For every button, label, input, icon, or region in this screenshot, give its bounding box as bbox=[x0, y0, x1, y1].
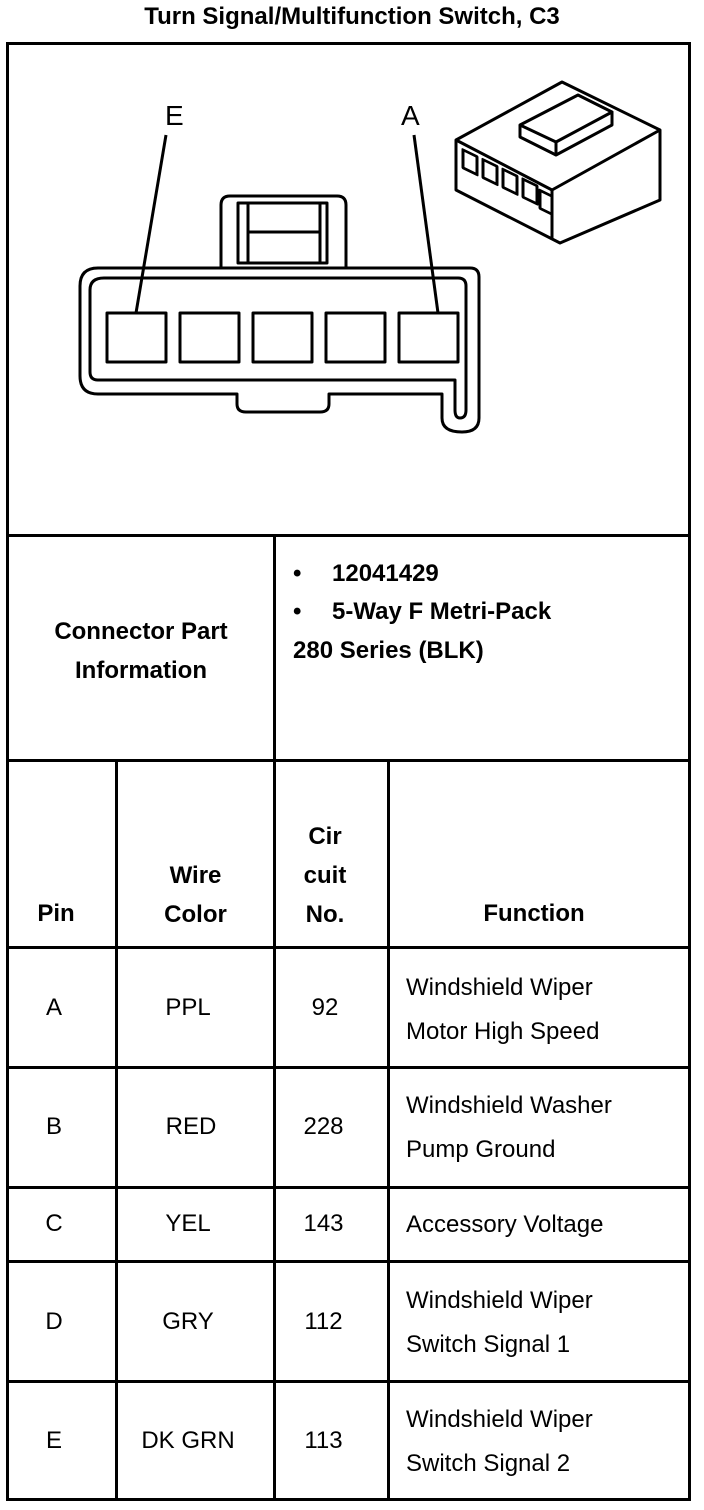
cell-function-line2: Switch Signal 1 bbox=[406, 1331, 571, 1358]
divider-row-a bbox=[6, 1066, 691, 1069]
cell-pin: C bbox=[45, 1210, 63, 1237]
cell-function bbox=[406, 1279, 593, 1367]
part-description-line2: 280 Series (BLK) bbox=[293, 637, 484, 664]
cell-pin: E bbox=[45, 1427, 62, 1454]
cell-function-line1: Windshield Wiper bbox=[406, 1287, 593, 1314]
part-number: 12041429 bbox=[332, 560, 439, 587]
cell-function: Accessory Voltage bbox=[406, 1211, 604, 1238]
divider-row-d bbox=[6, 1380, 691, 1383]
leader-line-e bbox=[136, 135, 166, 313]
cell-function bbox=[406, 1398, 593, 1486]
cell-pin: B bbox=[45, 1113, 62, 1140]
divider-header-bottom bbox=[6, 946, 691, 949]
pin-cavity-c bbox=[253, 313, 312, 362]
header-circuit-no bbox=[276, 817, 374, 934]
cell-wire-color: YEL bbox=[165, 1210, 211, 1237]
cell-function-line1: Windshield Wiper bbox=[406, 1406, 593, 1433]
part-bullet-1: • bbox=[293, 560, 302, 587]
cell-circuit: 143 bbox=[303, 1210, 344, 1237]
pin-cavity-e bbox=[107, 313, 166, 362]
cell-function-line2: Pump Ground bbox=[406, 1136, 556, 1163]
divider-diagram-bottom bbox=[6, 534, 691, 537]
header-function: Function bbox=[483, 900, 585, 927]
part-info-label-line2: Information bbox=[75, 657, 207, 684]
part-info-label-line1: Connector Part bbox=[54, 618, 228, 645]
cell-pin: D bbox=[45, 1308, 63, 1335]
header-circuit-line2: cuit bbox=[303, 862, 347, 889]
header-circuit-line1: Cir bbox=[308, 823, 342, 850]
pin-label-e: E bbox=[165, 100, 184, 131]
cell-wire-color: RED bbox=[165, 1113, 217, 1140]
cell-circuit: 113 bbox=[304, 1427, 343, 1454]
header-circuit-line3: No. bbox=[305, 901, 345, 928]
cell-function bbox=[406, 1084, 612, 1172]
part-bullet-2: • bbox=[293, 598, 302, 625]
header-wire-line1: Wire bbox=[169, 862, 222, 889]
cell-circuit: 228 bbox=[303, 1113, 344, 1140]
cell-function bbox=[406, 966, 599, 1054]
pin-label-a: A bbox=[401, 100, 420, 131]
cell-wire-color: DK GRN bbox=[141, 1427, 235, 1454]
cell-function-line2: Switch Signal 2 bbox=[406, 1450, 571, 1477]
cell-function-line1: Windshield Washer bbox=[406, 1092, 612, 1119]
page-title: Turn Signal/Multifunction Switch, C3 bbox=[144, 3, 560, 30]
cell-function-line1: Windshield Wiper bbox=[406, 974, 593, 1001]
divider-col-circuit bbox=[387, 759, 390, 1501]
divider-partinfo-vertical bbox=[273, 534, 276, 762]
divider-partinfo-bottom bbox=[6, 759, 691, 762]
cell-circuit: 92 bbox=[311, 994, 339, 1021]
pin-cavity-a bbox=[399, 313, 458, 362]
cell-wire-color: PPL bbox=[165, 994, 211, 1021]
divider-row-b bbox=[6, 1186, 691, 1189]
part-info-label bbox=[9, 612, 273, 690]
leader-line-a bbox=[414, 135, 438, 313]
part-description-line1: 5-Way F Metri-Pack bbox=[332, 598, 552, 625]
connector-isometric-view bbox=[456, 82, 660, 243]
header-wire-line2: Color bbox=[164, 901, 227, 928]
cell-wire-color: GRY bbox=[162, 1308, 214, 1335]
header-pin: Pin bbox=[37, 900, 75, 927]
cell-function-line2: Motor High Speed bbox=[406, 1018, 600, 1045]
divider-row-c bbox=[6, 1260, 691, 1263]
pin-cavity-b bbox=[326, 313, 385, 362]
cell-pin: A bbox=[45, 994, 62, 1021]
pin-cavity-d bbox=[180, 313, 239, 362]
header-wire-color bbox=[118, 856, 273, 934]
connector-body-inner bbox=[90, 278, 466, 418]
connector-diagram bbox=[9, 45, 689, 535]
cell-circuit: 112 bbox=[304, 1308, 343, 1335]
